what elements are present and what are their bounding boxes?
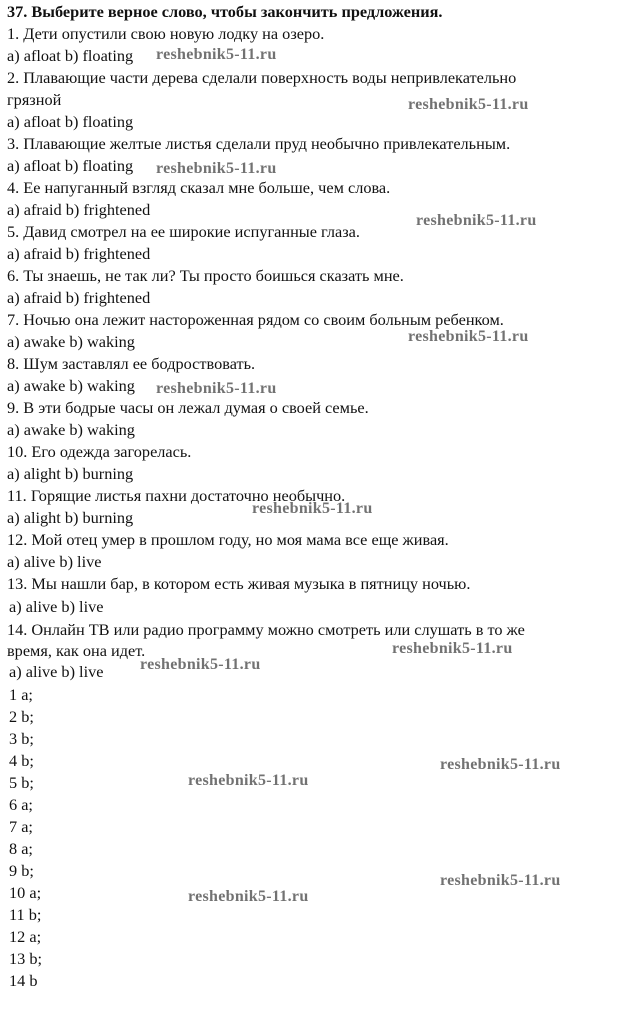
options-11: a) alight b) burning [7, 508, 134, 527]
question-1: 1. Дети опустили свою новую лодку на озеро. [7, 24, 325, 43]
question-2-continued: грязной [7, 90, 62, 109]
watermark: reshebnik5-11.ru [140, 656, 261, 673]
watermark: reshebnik5-11.ru [188, 888, 309, 905]
question-12: 12. Мой отец умер в прошлом году, но моя мама все еще живая. [7, 530, 449, 549]
answer-6: 6 a; [9, 795, 33, 814]
watermark: reshebnik5-11.ru [392, 640, 513, 657]
answer-8: 8 a; [9, 839, 33, 858]
watermark: reshebnik5-11.ru [416, 212, 537, 229]
answer-7: 7 a; [9, 817, 33, 836]
options-6: a) afraid b) frightened [7, 288, 151, 307]
answer-11: 11 b; [9, 905, 42, 924]
answer-14: 14 b [9, 971, 38, 990]
question-5: 5. Давид смотрел на ее широкие испуганные глаза. [7, 222, 360, 241]
answer-5: 5 b; [9, 773, 34, 792]
options-7: a) awake b) waking [7, 332, 135, 351]
question-3: 3. Плавающие желтые листья сделали пруд необычно привлекательным. [7, 134, 511, 153]
options-1: a) afloat b) floating [7, 46, 134, 65]
watermark: reshebnik5-11.ru [440, 872, 561, 889]
exercise-title: 37. Выберите верное слово, чтобы закончить предложения. [7, 2, 443, 21]
watermark: reshebnik5-11.ru [440, 756, 561, 773]
question-6: 6. Ты знаешь, не так ли? Ты просто боишься сказать мне. [7, 266, 404, 285]
watermark: reshebnik5-11.ru [408, 328, 529, 345]
watermark: reshebnik5-11.ru [408, 96, 529, 113]
watermark: reshebnik5-11.ru [252, 500, 373, 517]
question-10: 10. Его одежда загорелась. [7, 442, 192, 461]
answer-12: 12 a; [9, 927, 42, 946]
question-8: 8. Шум заставлял ее бодроствовать. [7, 354, 256, 373]
question-14: 14. Онлайн ТВ или радио программу можно смотреть или слушать в то же [7, 620, 525, 639]
question-9: 9. В эти бодрые часы он лежал думая о своей семье. [7, 398, 369, 417]
question-13: 13. Мы нашли бар, в котором есть живая музыка в пятницу ночью. [7, 574, 471, 593]
options-12: a) alive b) live [7, 552, 102, 571]
question-4: 4. Ее напуганный взгляд сказал мне больше, чем слова. [7, 178, 391, 197]
answer-3: 3 b; [9, 729, 34, 748]
options-3: a) afloat b) floating [7, 156, 134, 175]
question-14-continued: время, как она идет. [7, 641, 146, 660]
answer-1: 1 a; [9, 685, 33, 704]
options-13: a) alive b) live [9, 597, 104, 616]
answer-4: 4 b; [9, 751, 34, 770]
question-11: 11. Горящие листья пахни достаточно необычно. [7, 486, 346, 505]
question-2: 2. Плавающие части дерева сделали поверхность воды непривлекательно [7, 68, 517, 87]
watermark: reshebnik5-11.ru [156, 380, 277, 397]
question-7: 7. Ночью она лежит настороженная рядом со своим больным ребенком. [7, 310, 504, 329]
watermark: reshebnik5-11.ru [188, 772, 309, 789]
options-9: a) awake b) waking [7, 420, 135, 439]
answer-10: 10 a; [9, 883, 42, 902]
options-14: a) alive b) live [9, 662, 104, 681]
answer-13: 13 b; [9, 949, 43, 968]
answer-2: 2 b; [9, 707, 34, 726]
options-2: a) afloat b) floating [7, 112, 134, 131]
options-4: a) afraid b) frightened [7, 200, 151, 219]
watermark: reshebnik5-11.ru [156, 160, 277, 177]
options-5: a) afraid b) frightened [7, 244, 151, 263]
options-10: a) alight b) burning [7, 464, 134, 483]
answer-9: 9 b; [9, 861, 34, 880]
watermark: reshebnik5-11.ru [156, 46, 277, 63]
options-8: a) awake b) waking [7, 376, 135, 395]
